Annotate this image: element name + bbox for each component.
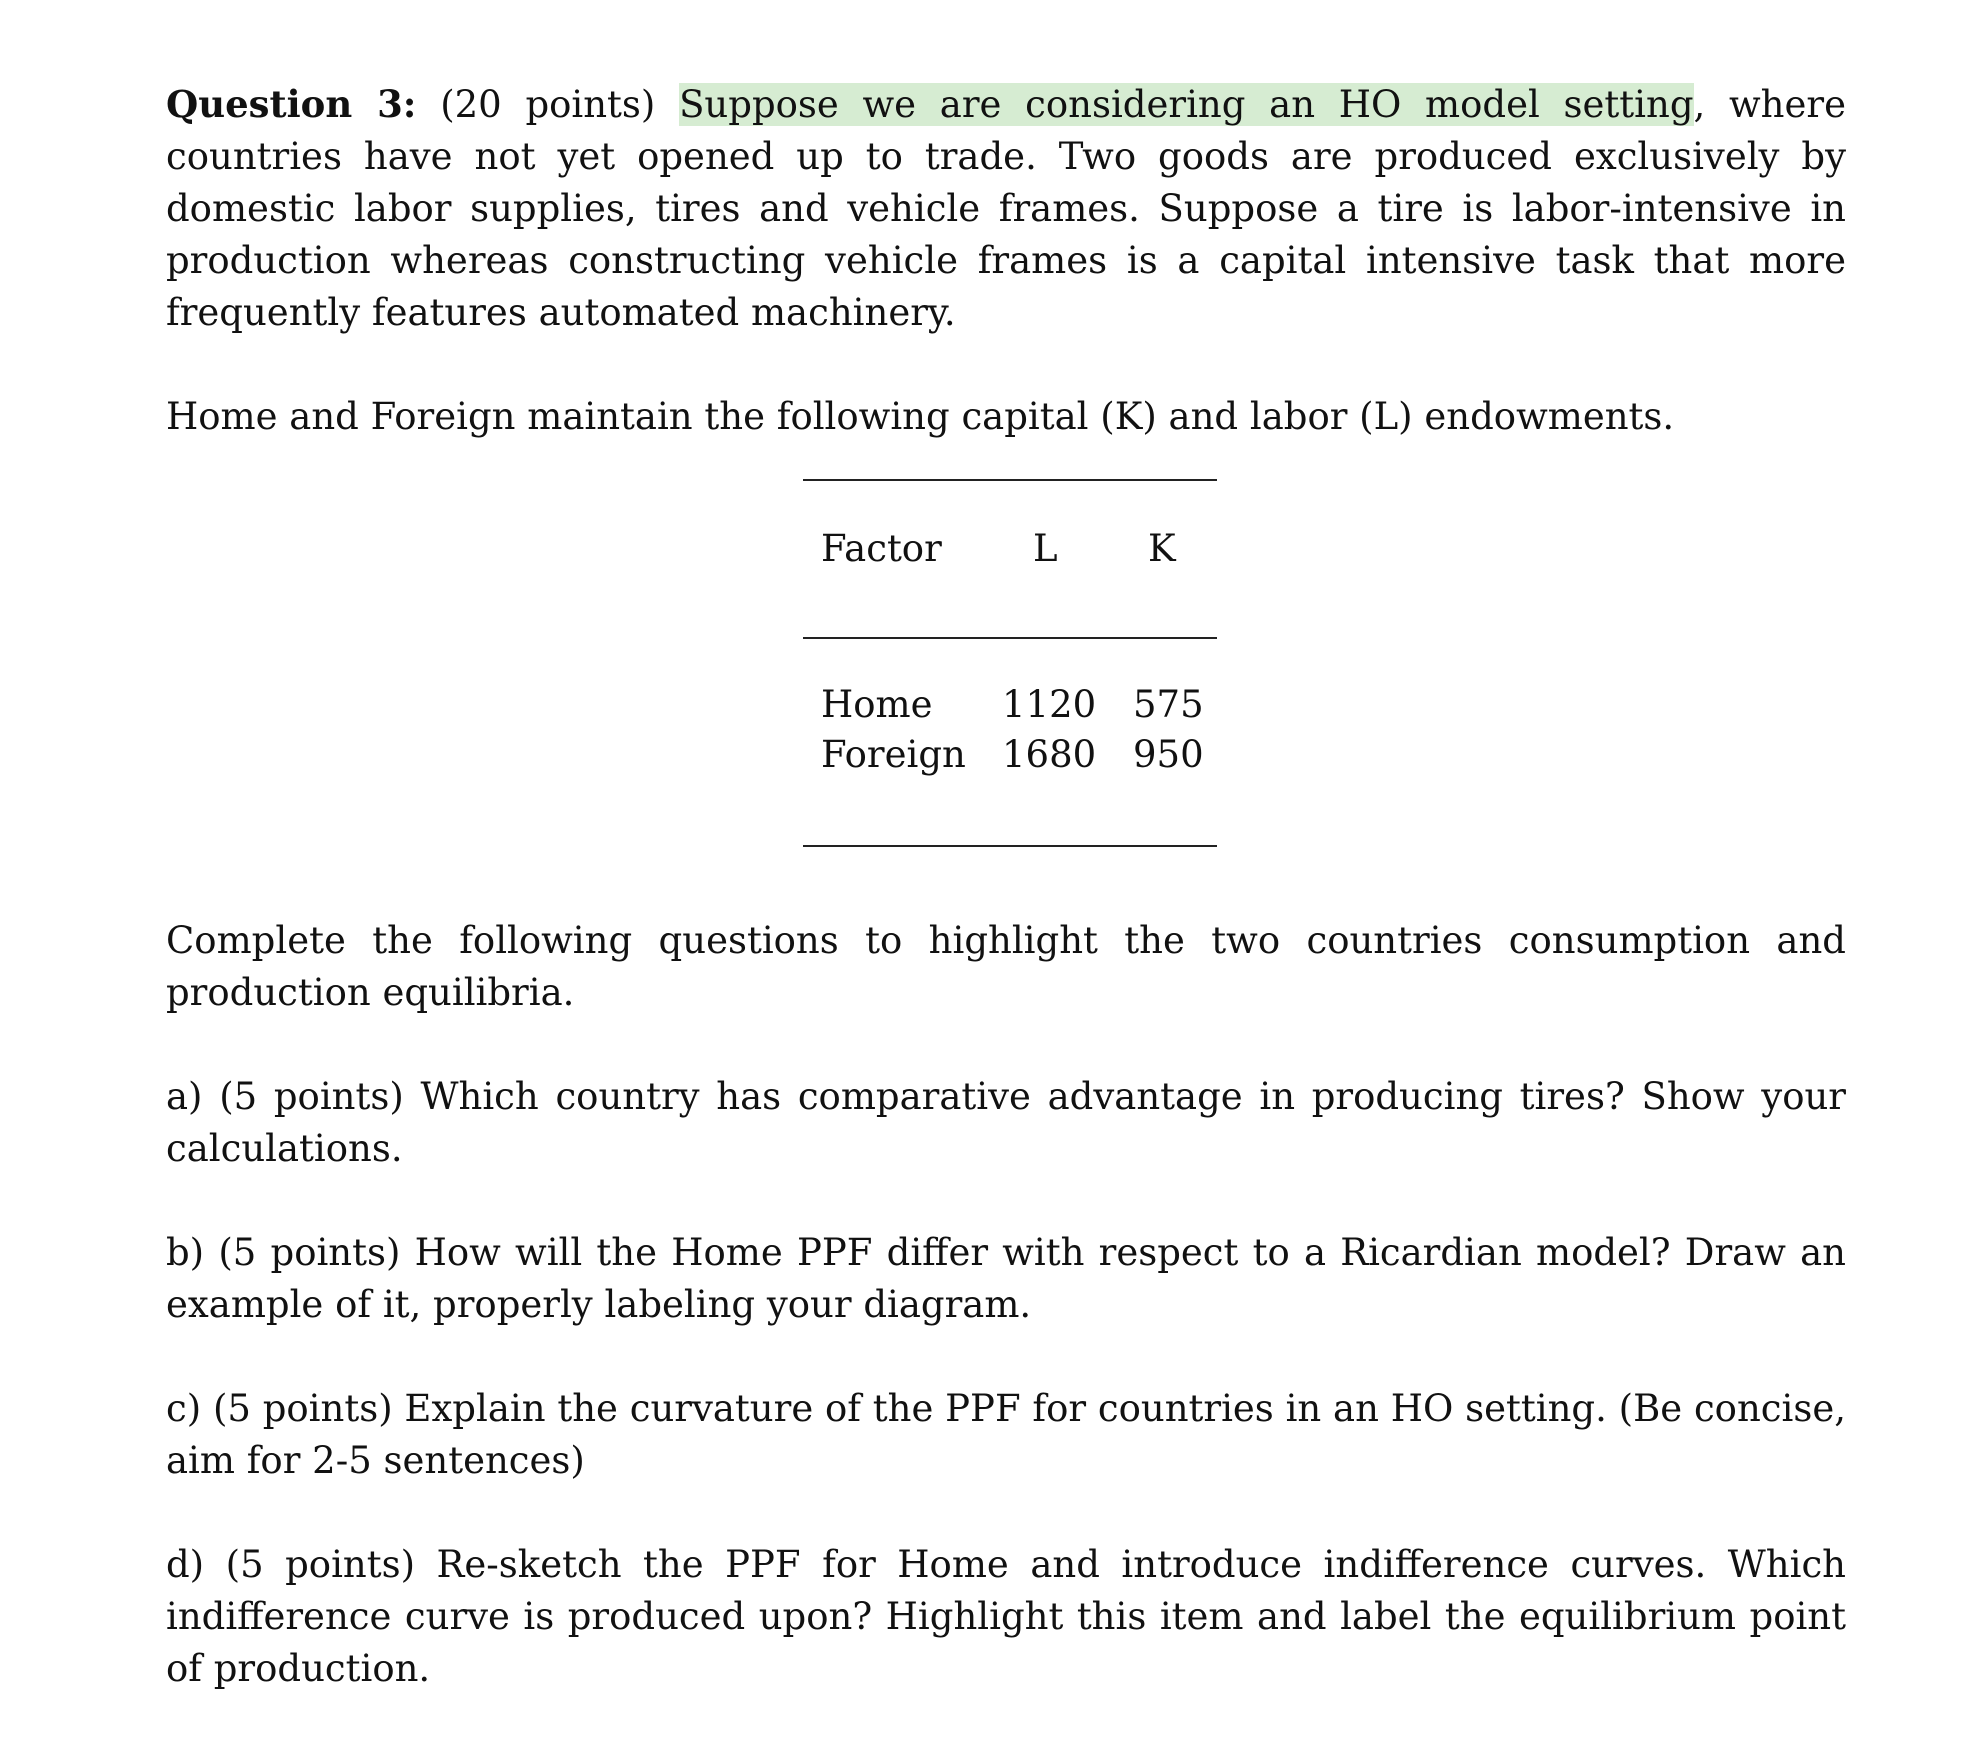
intro-text: , where countries have not yet opened up to trade. Two goods are produced exclusively by domestic labor supplies, tires and vehicle frames. Suppose a tire is labor-intensive in production whereas constructing vehicle frames is a capital intensive task that more frequently features automated machinery. (166, 83, 1846, 334)
question-page (166, 78, 1846, 1747)
part-a: a) (5 points) Which country has comparative advantage in producing tires? Show your calculations. (166, 1075, 1846, 1170)
table-row-home-k: 575 (1133, 683, 1204, 726)
table-row-home-l: 1120 (1002, 683, 1097, 726)
endowments-text: Home and Foreign maintain the following capital (K) and labor (L) endowments. (166, 395, 1675, 438)
table-header-k: K (1148, 527, 1176, 570)
table-top-rule (803, 479, 1217, 481)
table-row-foreign-k: 950 (1133, 733, 1204, 776)
table-header-l: L (1033, 527, 1058, 570)
endowments-table (803, 479, 1217, 857)
table-row-foreign-l: 1680 (1002, 733, 1097, 776)
table-mid-rule (803, 637, 1217, 639)
question-points: (20 points) (440, 83, 656, 126)
question-intro (166, 78, 1846, 339)
table-row-home-label: Home (821, 683, 933, 726)
part-d: d) (5 points) Re-sketch the PPF for Home and introduce indifference curves. Which indifference curve is produced upon? Highlight this item and label the equilibrium point of production. (166, 1543, 1846, 1690)
table-header-factor: Factor (821, 527, 942, 570)
part-b: b) (5 points) How will the Home PPF differ with respect to a Ricardian model? Draw an example of it, properly labeling your diagram. (166, 1231, 1846, 1326)
table-row-foreign-label: Foreign (821, 733, 966, 776)
complete-instructions: Complete the following questions to highlight the two countries consumption and production equilibria. (166, 919, 1846, 1014)
table-bottom-rule (803, 845, 1217, 847)
part-c: c) (5 points) Explain the curvature of the PPF for countries in an HO setting. (Be concise, aim for 2-5 sentences) (166, 1387, 1846, 1482)
question-label: Question 3: (166, 82, 417, 126)
highlighted-phrase: Suppose we are considering an HO model setting (679, 83, 1694, 126)
